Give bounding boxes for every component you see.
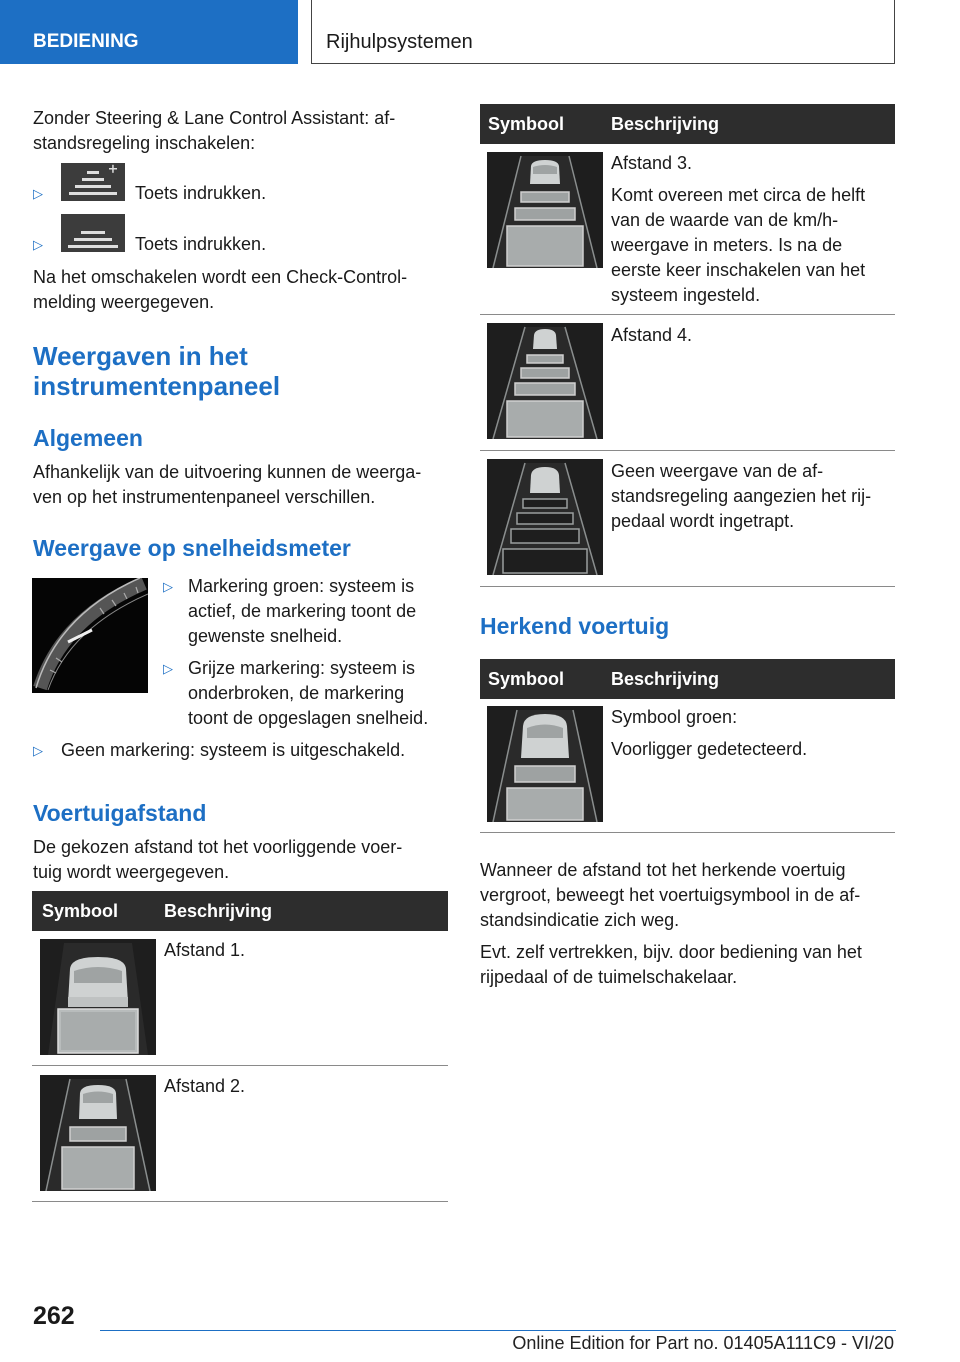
after-steps-line-2: melding weergegeven. <box>33 292 215 312</box>
distance-1-text: Afstand 1. <box>164 940 246 960</box>
no-distance-symbol <box>487 459 603 575</box>
distance-3-line: van de waarde van de km/h- <box>611 210 839 230</box>
distance-3-title: Afstand 3. <box>611 153 693 173</box>
heading-herkend-voertuig: Herkend voertuig <box>480 613 670 639</box>
step-2-text: Toets indrukken. <box>135 234 267 254</box>
heading-voertuigafstand: Voertuigafstand <box>33 800 207 826</box>
intro-line-2: standsregeling inschakelen: <box>33 133 256 153</box>
heading-algemeen: Algemeen <box>33 425 143 451</box>
speedo-bullet-1-line: gewenste snelheid. <box>188 626 343 646</box>
step-1-text: Toets indrukken. <box>135 183 267 203</box>
footer-edition: Online Edition for Part no. 01405A111C9 - VI/20 <box>512 1333 894 1353</box>
table-header-right <box>480 104 895 144</box>
distance-3-desc <box>611 151 865 308</box>
para1-line: vergroot, beweegt het voertuigsymbool in de af- <box>480 885 861 905</box>
speedo-bullet-1-line: Markering groen: systeem is <box>188 576 415 596</box>
distance-4-symbol <box>487 323 603 439</box>
section-title: BEDIENING <box>33 31 139 52</box>
table-row-divider <box>32 1201 448 1202</box>
heading-weergaven-line-2: instrumentenpaneel <box>33 371 281 401</box>
table-row-divider <box>480 314 895 315</box>
heading-weergaven-line-1: Weergaven in het <box>33 341 248 371</box>
distance-1-symbol <box>40 939 156 1055</box>
para1-line: Wanneer de afstand tot het herkende voertuig <box>480 860 846 880</box>
heading-snelheidsmeter: Weergave op snelheidsmeter <box>33 535 351 561</box>
speedo-bullet-1-line: actief, de markering toont de <box>188 601 417 621</box>
speedo-bullet-1 <box>188 574 416 649</box>
table-row-divider <box>480 450 895 451</box>
distance-4-desc <box>611 323 692 355</box>
no-distance-line: pedaal wordt ingetrapt. <box>611 511 795 531</box>
after-steps-line-1: Na het omschakelen wordt een Check-Control- <box>33 267 408 287</box>
chapter-tab <box>311 0 895 64</box>
distance-line-1: De gekozen afstand tot het voorliggende voer- <box>33 837 403 857</box>
distance-3-symbol <box>487 152 603 268</box>
col-symbool: Symbool <box>488 114 565 134</box>
table-row-divider <box>480 586 895 587</box>
para2-line: rijpedaal of de tuimelschakelaar. <box>480 967 738 987</box>
general-line-2: ven op het instrumentenpaneel verschillen. <box>33 487 376 507</box>
table-row-divider <box>480 832 895 833</box>
page-number: 262 <box>33 1302 75 1330</box>
acc-distance-icon[interactable] <box>61 214 125 252</box>
no-distance-line: Geen weergave van de af- <box>611 461 824 481</box>
distance-4-title: Afstand 4. <box>611 325 693 345</box>
step-bullet: ▷ <box>33 237 43 252</box>
speedometer-image <box>32 578 148 693</box>
step-bullet: ▷ <box>33 186 43 201</box>
distance-3-line: eerste keer inschakelen van het <box>611 260 866 280</box>
distance-2-text: Afstand 2. <box>164 1076 246 1096</box>
col-beschrijving: Beschrijving <box>611 114 720 134</box>
vehicle-detected-symbol <box>487 706 603 822</box>
speedo-bullet-2-line: toont de opgeslagen snelheid. <box>188 708 429 728</box>
para1-line: standsindicatie zich weg. <box>480 910 680 930</box>
no-distance-line: standsregeling aangezien het rij- <box>611 486 872 506</box>
chapter-title: Rijhulpsystemen <box>326 31 473 53</box>
intro-line-1: Zonder Steering & Lane Control Assistant: af- <box>33 108 396 128</box>
vehicle-detected-line-2: Voorligger gedetecteerd. <box>611 739 808 759</box>
acc-distance-plus-icon[interactable] <box>61 163 125 201</box>
table-row-divider <box>32 1065 448 1066</box>
speedo-bullet-2-line: Grijze markering: systeem is <box>188 658 416 678</box>
table-header <box>32 891 448 931</box>
speedo-bullet: ▷ <box>163 661 173 676</box>
no-distance-desc <box>611 459 871 534</box>
speedometer-arc-graphic <box>32 578 148 693</box>
col-beschrijving: Beschrijving <box>611 669 720 689</box>
general-line-1: Afhankelijk van de uitvoering kunnen de weerga- <box>33 462 422 482</box>
distance-3-line: systeem ingesteld. <box>611 285 761 305</box>
distance-line-2: tuig wordt weergegeven. <box>33 862 230 882</box>
col-symbool: Symbool <box>488 669 565 689</box>
table-header-right-2 <box>480 659 895 699</box>
speedo-bullet-2 <box>188 656 428 731</box>
vehicle-detected-line-1: Symbool groen: <box>611 707 738 727</box>
footer-rule <box>100 1330 896 1331</box>
speedo-bullet: ▷ <box>33 743 43 758</box>
distance-3-line: Komt overeen met circa de helft <box>611 185 866 205</box>
para2-line: Evt. zelf vertrekken, bijv. door bediening van het <box>480 942 862 962</box>
distance-3-line: weergave in meters. Is na de <box>611 235 843 255</box>
speedo-bullet: ▷ <box>163 579 173 594</box>
distance-2-symbol <box>40 1075 156 1191</box>
speedo-bullet-3: Geen markering: systeem is uitgeschakeld. <box>61 740 406 760</box>
col-beschrijving: Beschrijving <box>164 901 273 921</box>
col-symbool: Symbool <box>42 901 119 921</box>
speedo-bullet-2-line: onderbroken, de markering <box>188 683 405 703</box>
vehicle-detected-desc <box>611 705 807 769</box>
distance-1-desc <box>164 938 245 970</box>
section-tab <box>0 0 298 64</box>
distance-2-desc <box>164 1074 245 1106</box>
